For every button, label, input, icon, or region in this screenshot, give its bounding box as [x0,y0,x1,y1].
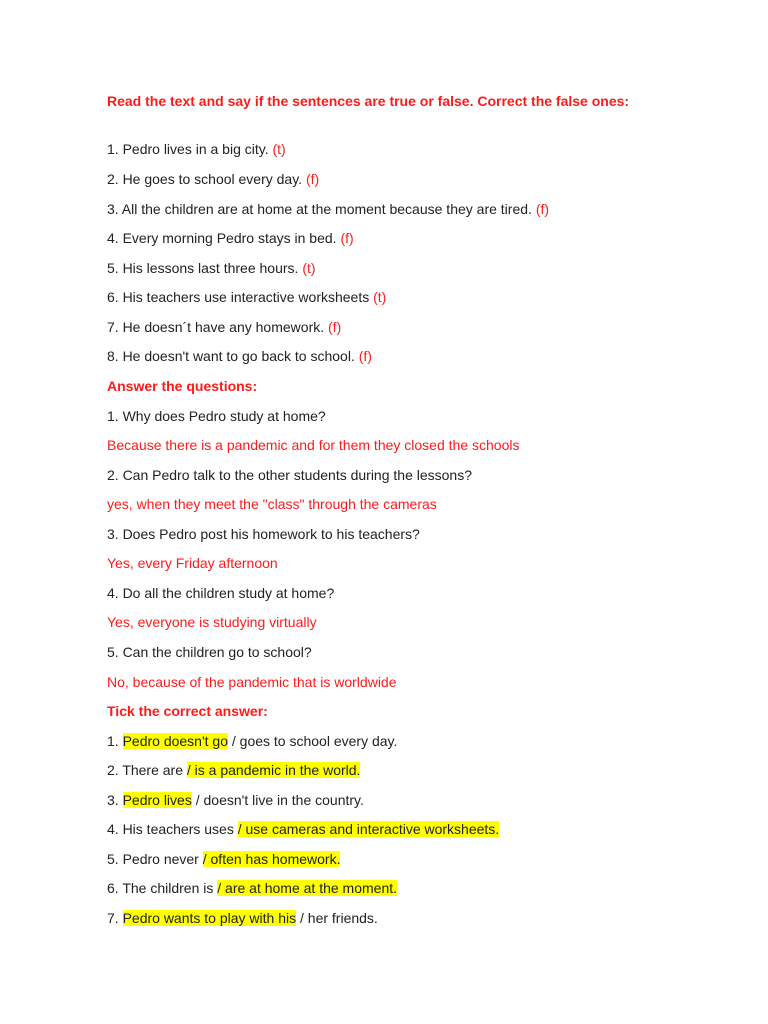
answer: Yes, every Friday afternoon [107,555,278,571]
highlighted-choice: Pedro lives [122,792,192,808]
tf-item [107,200,549,218]
question: 1. Why does Pedro study at home? [107,408,326,424]
tf-answer: (f) [358,348,372,364]
tf-item [107,259,316,277]
tick-text: 5. Pedro never [107,851,203,867]
section-heading-questions: Answer the questions: [107,378,258,394]
tf-answer: (t) [373,289,387,305]
tick-text: / goes to school every day. [228,733,398,749]
tf-answer: (f) [328,319,342,335]
tf-statement: 5. His lessons last three hours. [107,260,303,276]
tick-item [107,850,340,868]
highlighted-choice: Pedro wants to play with his [122,910,297,926]
tf-statement: 8. He doesn't want to go back to school. [107,348,359,364]
tf-statement: 1. Pedro lives in a big city. [107,141,273,157]
tf-statement: 3. All the children are at home at the moment because they are tired. [107,201,536,217]
section-heading-tick: Tick the correct answer: [107,703,268,719]
tf-answer: (f) [340,230,354,246]
question: 4. Do all the children study at home? [107,585,335,601]
tick-text: 3. [107,792,123,808]
question: 5. Can the children go to school? [107,644,312,660]
section-heading-true-false: Read the text and say if the sentences are true or false. Correct the false ones: [107,93,630,109]
tf-item [107,170,319,188]
tick-text: 2. There are [107,762,187,778]
question: 3. Does Pedro post his homework to his teachers? [107,526,420,542]
tick-item [107,909,378,927]
tf-statement: 2. He goes to school every day. [107,171,306,187]
tick-text: / doesn't live in the country. [191,792,364,808]
tick-item [107,732,397,750]
tf-item [107,347,372,365]
tf-answer: (t) [302,260,316,276]
tf-item [107,229,354,247]
tick-text: 7. [107,910,123,926]
tf-item [107,318,341,336]
answer: yes, when they meet the "class" through the cameras [107,496,437,512]
tick-item [107,820,499,838]
tick-item [107,791,364,809]
highlighted-choice: Pedro doesn't go [122,733,228,749]
answer: No, because of the pandemic that is worldwide [107,674,397,690]
tf-item [107,288,386,306]
tick-text: 6. The children is [107,880,218,896]
tf-answer: (f) [535,201,550,217]
answer: Yes, everyone is studying virtually [107,614,317,630]
tf-answer: (f) [305,171,320,187]
tick-item [107,761,360,779]
tf-statement: 4. Every morning Pedro stays in bed. [107,230,341,246]
tf-item [107,140,286,158]
tick-text: 4. His teachers uses [107,821,238,837]
highlighted-choice: / is a pandemic in the world. [186,762,361,778]
tf-statement: 6. His teachers use interactive worksheets [107,289,374,305]
tick-text: / her friends. [296,910,378,926]
tick-text: 1. [107,733,123,749]
answer: Because there is a pandemic and for them they closed the schools [107,437,520,453]
highlighted-choice: / use cameras and interactive worksheets. [237,821,500,837]
question: 2. Can Pedro talk to the other students during the lessons? [107,467,473,483]
tick-item [107,879,397,897]
highlighted-choice: / are at home at the moment. [217,880,398,896]
tf-answer: (t) [272,141,286,157]
tf-statement: 7. He doesn´t have any homework. [107,319,329,335]
highlighted-choice: / often has homework. [202,851,341,867]
